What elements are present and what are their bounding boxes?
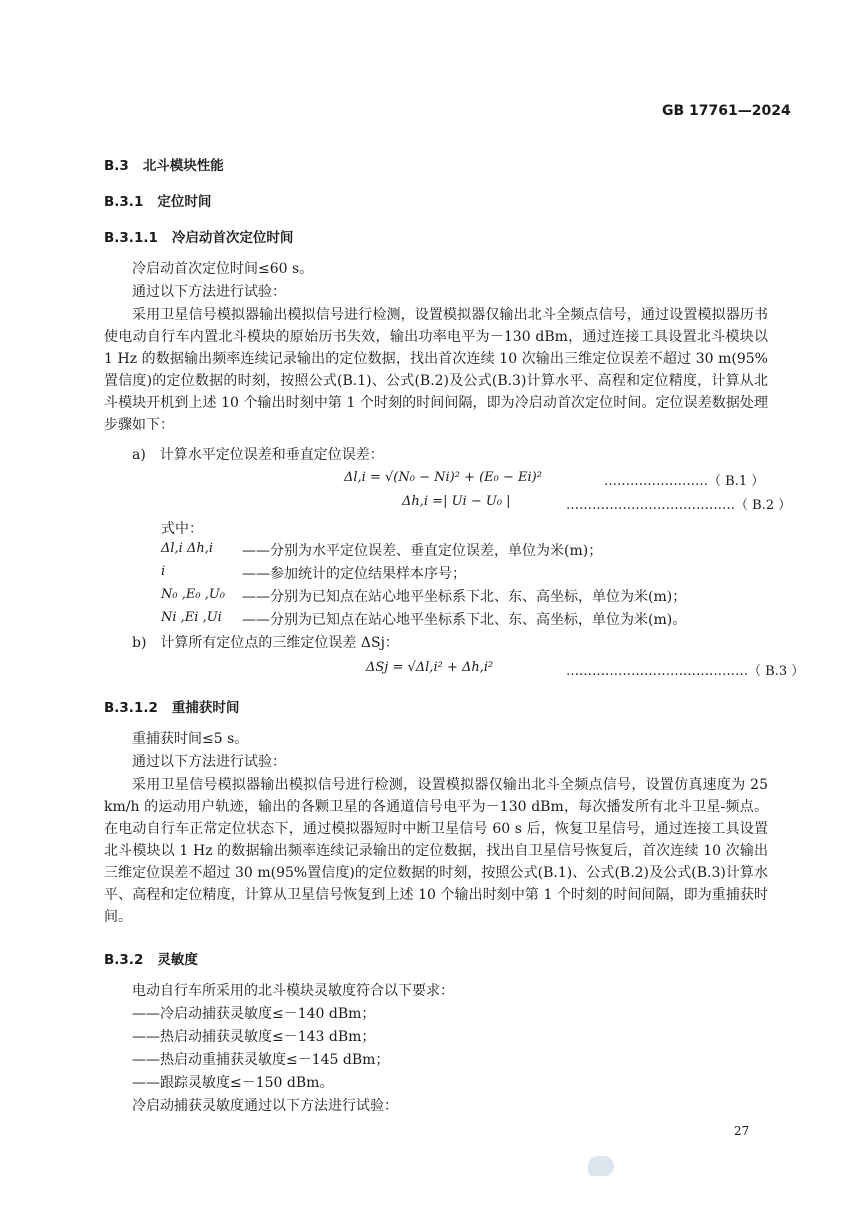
section-b31-heading <box>104 190 211 210</box>
list-item: ——热启动重捕获灵敏度≤－145 dBm； <box>132 1052 390 1068</box>
step-b: b) 计算所有定位点的三维定位误差 ΔSj： <box>132 635 399 651</box>
list-item: ——热启动捕获灵敏度≤－143 dBm； <box>132 1029 376 1045</box>
requirement-text: 冷启动首次定位时间≤60 s。 <box>132 261 314 277</box>
section-b3-heading <box>104 154 224 174</box>
def-symbol: i <box>161 564 166 579</box>
equation-b3-number: ……………………………………（ B.3 ） <box>566 664 805 679</box>
equation-b2-number: …………………………………（ B.2 ） <box>566 498 792 513</box>
section-number: B.3.1.2 <box>104 700 158 716</box>
method-intro: 通过以下方法进行试验： <box>132 754 286 770</box>
sensitivity-intro: 电动自行车所采用的北斗模块灵敏度符合以下要求： <box>132 983 454 999</box>
test-procedure-paragraph: 采用卫星信号模拟器输出模拟信号进行检测，设置模拟器仅输出北斗全频点信号，通过设置模拟器历书使电动自行车内置北斗模块的原始历书失效，输出功率电平为－130 dBm，通过连接工具设置北斗模块以 1 Hz 的数据输出频率连续记录输出的定位数据，找出首次连续 10 次输出三维定位误差不超过 30 m(95%置信度)的定位数据的时刻，按照公式(B.1)、公式(B.2)及公式(B.3)计算水平、高程和定位精度，计算从北斗模块开机到上述 10 个输出时刻中第 1 个时刻的时间间隔，即为冷启动首次定位时间。定位误差数据处理步骤如下： <box>104 307 768 433</box>
method-intro: 冷启动捕获灵敏度通过以下方法进行试验： <box>132 1098 398 1114</box>
list-item: ——冷启动捕获灵敏度≤－140 dBm； <box>132 1006 376 1022</box>
def-text: ——参加统计的定位结果样本序号； <box>242 566 466 582</box>
method-intro: 通过以下方法进行试验： <box>132 284 286 300</box>
section-title: 定位时间 <box>157 194 212 210</box>
section-number: B.3 <box>104 158 129 174</box>
step-a: a) 计算水平定位误差和垂直定位误差： <box>132 447 384 463</box>
def-symbol: Ni ,Ei ,Ui <box>161 610 222 625</box>
section-title: 灵敏度 <box>157 952 198 968</box>
page-number: 27 <box>734 1124 750 1138</box>
test-procedure-paragraph: 采用卫星信号模拟器输出模拟信号进行检测，设置模拟器仅输出北斗全频点信号，设置仿真速度为 25 km/h 的运动用户轨迹，输出的各颗卫星的各通道信号电平为－130 dBm，每次播发所有北斗卫星-频点。在电动自行车正常定位状态下，通过模拟器短时中断卫星信号 60 s 后，恢复卫星信号，通过连接工具设置北斗模块以 1 Hz 的数据输出频率连续记录输出的定位数据，找出自卫星信号恢复后，首次连续 10 次输出三维定位误差不超过 30 m(95%置信度)的定位数据的时刻，按照公式(B.1)、公式(B.2)及公式(B.3)计算水平、高程和定位精度，计算从卫星信号恢复到上述 10 个输出时刻中第 1 个时刻的时间间隔，即为重捕获时间。 <box>104 777 768 925</box>
section-b312-heading <box>104 696 239 716</box>
section-b32-heading <box>104 948 198 968</box>
section-b311-heading <box>104 226 293 246</box>
def-symbol: N₀ ,E₀ ,U₀ <box>161 587 225 602</box>
def-text: ——分别为水平定位误差、垂直定位误差，单位为米(m)； <box>242 543 603 559</box>
requirement-text: 重捕获时间≤5 s。 <box>132 731 249 747</box>
list-item: ——跟踪灵敏度≤－150 dBm。 <box>132 1075 334 1091</box>
section-number: B.3.2 <box>104 952 144 968</box>
def-symbol: Δl,i Δh,i <box>161 541 214 556</box>
def-text: ——分别为已知点在站心地平坐标系下北、东、高坐标，单位为米(m)； <box>242 589 687 605</box>
section-number: B.3.1.1 <box>104 230 158 246</box>
equation-b2: Δh,i =| Ui − U₀ | <box>402 494 511 509</box>
standard-number: GB 17761—2024 <box>662 103 791 119</box>
equation-b1-number: ……………………（ B.1 ） <box>604 474 765 489</box>
sac-logo-watermark <box>588 1156 614 1176</box>
section-title: 北斗模块性能 <box>142 158 224 174</box>
equation-b3: ΔSj = √Δl,i² + Δh,i² <box>366 660 494 675</box>
section-number: B.3.1 <box>104 194 144 210</box>
section-title: 重捕获时间 <box>171 700 240 716</box>
where-label: 式中： <box>161 521 203 537</box>
equation-b1: Δl,i = √(N₀ − Ni)² + (E₀ − Ei)² <box>344 470 542 485</box>
def-text: ——分别为已知点在站心地平坐标系下北、东、高坐标，单位为米(m)。 <box>242 612 687 628</box>
section-title: 冷启动首次定位时间 <box>171 230 294 246</box>
